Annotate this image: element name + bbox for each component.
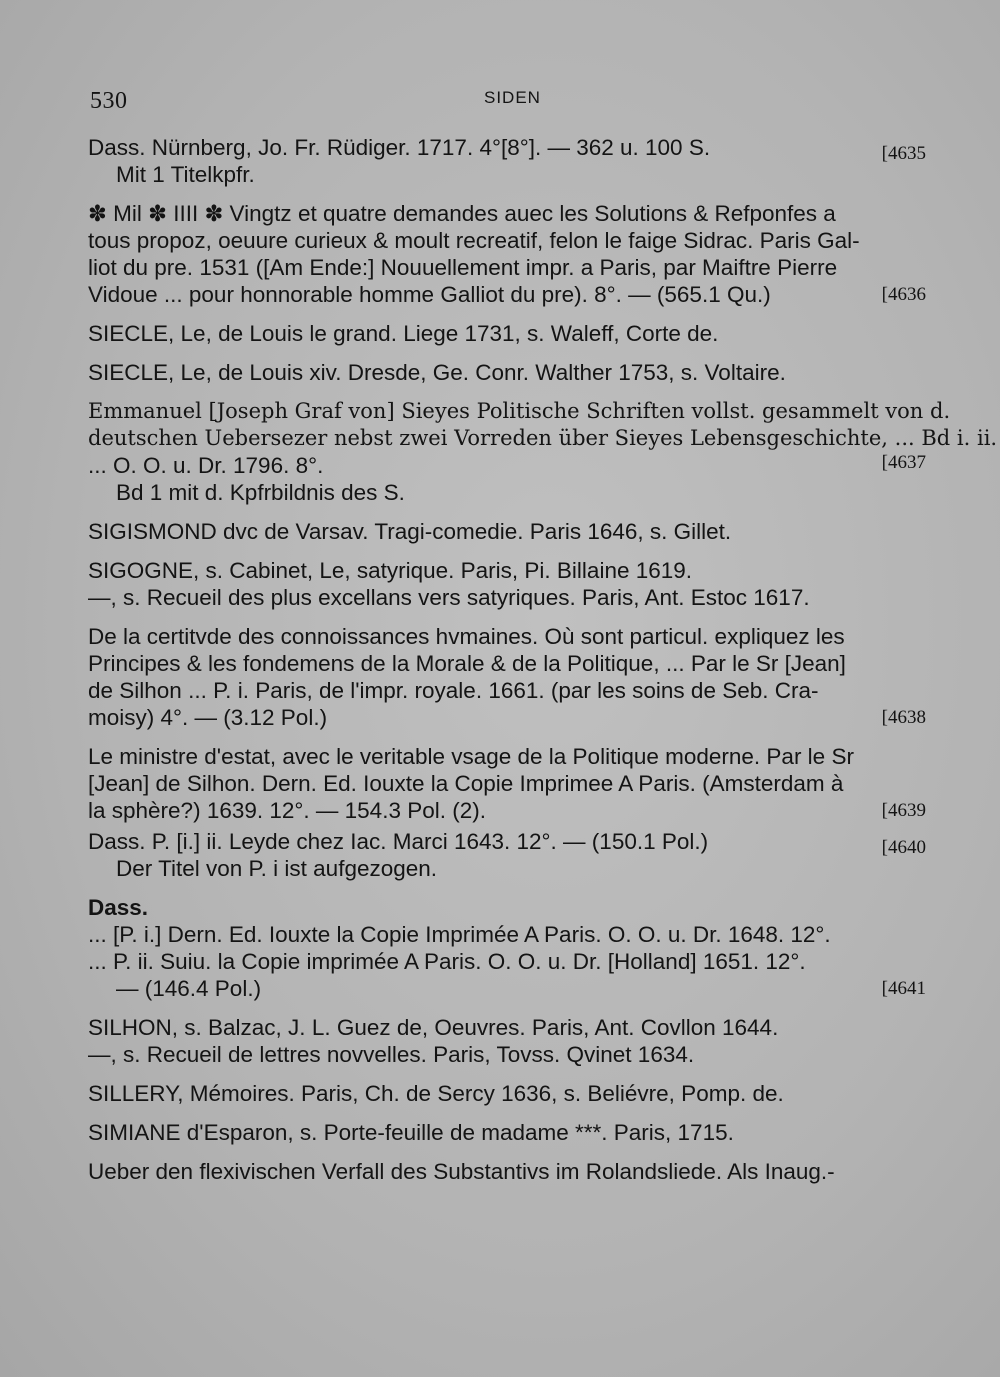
page-number: 530 xyxy=(90,88,128,114)
entry-line: SIECLE, Le, de Louis le grand. Liege 1731, s. Waleff, Corte de. xyxy=(88,321,719,346)
entry-line: ✽ Mil ✽ IIII ✽ Vingtz et quatre demandes auec les Solutions & Refponfes a xyxy=(88,201,836,226)
entry-number: [4637 xyxy=(881,452,926,473)
catalog-entry xyxy=(88,1014,926,1068)
catalog-entry xyxy=(88,828,926,882)
catalog-entry xyxy=(88,1119,926,1146)
entry-line: Dass. Nürnberg, Jo. Fr. Rüdiger. 1717. 4°[8°]. — 362 u. 100 S. xyxy=(88,135,711,160)
entry-line: SIGISMOND dvc de Varsav. Tragi-comedie. Paris 1646, s. Gillet. xyxy=(88,519,732,544)
catalog-entry xyxy=(88,1080,926,1107)
entry-number: [4639 xyxy=(881,800,926,821)
entry-number: [4635 xyxy=(881,143,926,164)
entry-line: SILLERY, Mémoires. Paris, Ch. de Sercy 1636, s. Beliévre, Pomp. de. xyxy=(88,1081,784,1106)
catalog-entry xyxy=(88,894,926,1002)
entry-line: de Silhon ... P. i. Paris, de l'impr. royale. 1661. (par les soins de Seb. Cra- xyxy=(88,678,819,703)
entry-line: ... [P. i.] Dern. Ed. Iouxte la Copie Imprimée A Paris. O. O. u. Dr. 1648. 12°. xyxy=(88,922,831,947)
entry-line: Dass. P. [i.] ii. Leyde chez Iac. Marci 1643. 12°. — (150.1 Pol.) xyxy=(88,829,709,854)
entry-line: tous propoz, oeuure curieux & moult recreatif, felon le faige Sidrac. Paris Gal- xyxy=(88,228,860,253)
catalog-entry xyxy=(88,200,926,308)
catalog-entry xyxy=(88,320,926,347)
entry-line: SILHON, s. Balzac, J. L. Guez de, Oeuvres. Paris, Ant. Covllon 1644. xyxy=(88,1015,779,1040)
entry-line: Principes & les fondemens de la Morale & de la Politique, ... Par le Sr [Jean] xyxy=(88,651,846,676)
entry-line: Der Titel von P. i ist aufgezogen. xyxy=(116,856,438,881)
entry-line: Emmanuel [Joseph Graf von] Sieyes Politische Schriften vollst. gesammelt von d. xyxy=(88,399,951,423)
entry-line: Dass. xyxy=(88,895,149,920)
catalog-entry xyxy=(88,1158,926,1185)
catalog-entry xyxy=(88,398,998,506)
entry-line: —, s. Recueil des plus excellans vers satyriques. Paris, Ant. Estoc 1617. xyxy=(88,585,810,610)
entry-line: De la certitvde des connoissances hvmaines. Où sont particul. expliquez les xyxy=(88,624,845,649)
entry-line: moisy) 4°. — (3.12 Pol.) xyxy=(88,705,328,730)
entry-line: Mit 1 Titelkpfr. xyxy=(116,162,255,187)
running-title: SIDEN xyxy=(484,88,541,107)
catalog-entry xyxy=(88,623,926,731)
entry-line: —, s. Recueil de lettres novvelles. Paris, Tovss. Qvinet 1634. xyxy=(88,1042,695,1067)
entry-line: SIMIANE d'Esparon, s. Porte-feuille de madame ***. Paris, 1715. xyxy=(88,1120,734,1145)
entry-line: SIGOGNE, s. Cabinet, Le, satyrique. Paris, Pi. Billaine 1619. xyxy=(88,558,693,583)
catalog-entry xyxy=(88,518,926,545)
entry-number: [4641 xyxy=(881,978,926,999)
entry-line: deutschen Uebersezer nebst zwei Vorreden über Sieyes Lebensgeschichte, ... Bd i. ii. xyxy=(88,426,998,450)
entry-line: — (146.4 Pol.) xyxy=(116,976,262,1001)
entry-line: Ueber den flexivischen Verfall des Substantivs im Rolandsliede. Als Inaug.- xyxy=(88,1159,835,1184)
entry-line: SIECLE, Le, de Louis xiv. Dresde, Ge. Conr. Walther 1753, s. Voltaire. xyxy=(88,360,786,385)
entry-line: ... O. O. u. Dr. 1796. 8°. xyxy=(88,453,324,478)
entry-number: [4636 xyxy=(881,284,926,305)
entry-line: la sphère?) 1639. 12°. — 154.3 Pol. (2). xyxy=(88,798,486,823)
catalog-entry xyxy=(88,743,926,824)
entry-number: [4640 xyxy=(881,837,926,858)
catalog-entry xyxy=(88,134,926,188)
entry-line: ... P. ii. Suiu. la Copie imprimée A Paris. O. O. u. Dr. [Holland] 1651. 12°. xyxy=(88,949,806,974)
entry-line: [Jean] de Silhon. Dern. Ed. Iouxte la Copie Imprimee A Paris. (Amsterdam à xyxy=(88,771,844,796)
catalog-entry xyxy=(88,359,926,386)
entry-line: Le ministre d'estat, avec le veritable vsage de la Politique moderne. Par le Sr xyxy=(88,744,854,769)
catalog-entries xyxy=(88,134,998,1197)
entry-number: [4638 xyxy=(881,707,926,728)
catalog-entry xyxy=(88,557,926,611)
entry-line: liot du pre. 1531 ([Am Ende:] Nouuellement impr. a Paris, par Maiftre Pierre xyxy=(88,255,838,280)
entry-line: Vidoue ... pour honnorable homme Galliot du pre). 8°. — (565.1 Qu.) xyxy=(88,282,771,307)
entry-line: Bd 1 mit d. Kpfrbildnis des S. xyxy=(116,480,405,505)
